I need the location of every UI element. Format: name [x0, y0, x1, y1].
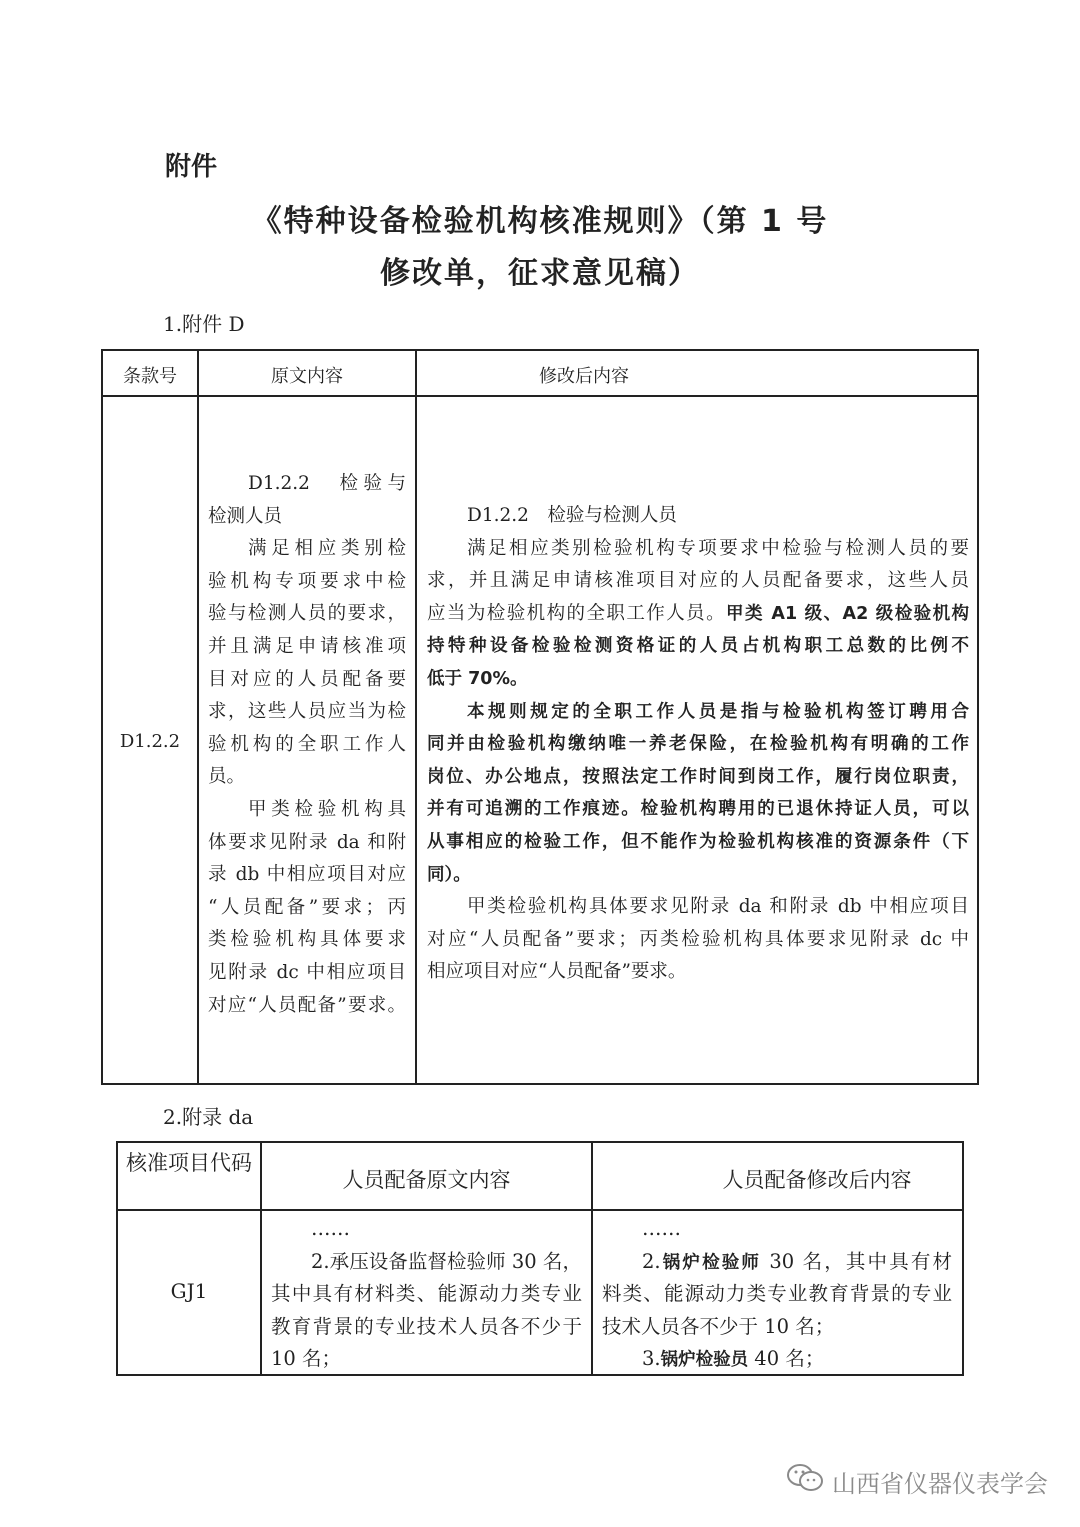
text-segment: 甲类检验机构具: [248, 798, 406, 820]
text-segment: 目对应的人员配备要: [208, 668, 406, 690]
text-segment: ……: [311, 1217, 350, 1240]
text-line: [208, 566, 406, 599]
text-line: [427, 859, 969, 892]
document-title-line-2: 修改单，征求意见稿）: [380, 256, 700, 291]
text-line: [271, 1310, 582, 1343]
text-segment: “人员配备”要求；丙: [208, 896, 406, 918]
text-segment: 甲类检验机构具体要求见附录 da 和附录 db 中相应项目: [467, 896, 969, 918]
text-segment: 录 db 中相应项目对应: [208, 864, 406, 886]
original-staffing-content: [271, 1212, 582, 1375]
item-code: GJ1: [170, 1279, 208, 1303]
bold-text: 锅炉检验师: [660, 1252, 762, 1273]
bold-text: 低于 70%。: [427, 668, 528, 689]
text-line: [427, 924, 969, 957]
text-line: [427, 696, 969, 729]
text-line: [602, 1245, 952, 1278]
text-line: [602, 1277, 952, 1310]
text-line: [208, 957, 406, 990]
text-line: [208, 729, 406, 762]
text-line: [208, 827, 406, 860]
text-line: [208, 990, 406, 1023]
text-segment: 相应项目对应“人员配备”要求。: [427, 961, 687, 983]
text-line: [427, 598, 969, 631]
text-segment: 对应“人员配备”要求。: [208, 994, 406, 1016]
text-line: [208, 859, 406, 892]
text-line: [427, 565, 969, 598]
text-segment: 教育背景的专业技术人员各不少于: [271, 1314, 582, 1338]
text-line: [208, 664, 406, 697]
text-line: [208, 892, 406, 925]
clause-number: D1.2.2: [119, 731, 181, 752]
text-segment: 员。: [208, 766, 246, 788]
text-segment: 满足相应类别检验机构专项要求中检验与检测人员的要: [467, 537, 969, 559]
section-1-label: 1.附件 D: [163, 312, 245, 336]
text-line: [602, 1342, 952, 1375]
text-line: [208, 598, 406, 631]
text-segment: 验机构的全职工作人: [208, 733, 406, 755]
text-segment: 10 名；: [271, 1347, 342, 1371]
revised-content: [427, 500, 969, 989]
text-line: [208, 533, 406, 566]
original-content: [208, 468, 406, 1022]
bold-text: 锅炉检验员: [660, 1350, 749, 1371]
bold-text: 从事相应的检验工作，但不能作为检验机构核准的资源条件（下: [427, 831, 969, 852]
text-segment: 其中具有材料类、能源动力类专业: [271, 1282, 582, 1306]
text-line: [427, 500, 969, 533]
text-line: [427, 956, 969, 989]
text-segment: 3.: [642, 1347, 661, 1371]
header-item-code: 核准项目代码: [126, 1151, 252, 1175]
text-segment: 并且满足申请核准项: [208, 635, 406, 657]
text-line: [602, 1310, 952, 1343]
text-line: [208, 468, 406, 501]
text-line: [427, 533, 969, 566]
text-line: [208, 761, 406, 794]
revised-staffing-content: [602, 1212, 952, 1375]
text-line: [427, 728, 969, 761]
document-title-line-1: 《特种设备检验机构核准规则》（第 1 号: [251, 204, 829, 239]
text-segment: 对应“人员配备”要求；丙类检验机构具体要求见附录 dc 中: [427, 928, 969, 950]
text-line: [208, 631, 406, 664]
section-2-label: 2.附录 da: [163, 1105, 254, 1129]
text-line: [208, 794, 406, 827]
bold-text: 持特种设备检验检测资格证的人员占机构职工总数的比例不: [427, 636, 969, 657]
header-revised: 修改后内容: [539, 366, 629, 387]
bold-text: 甲类 A1 级、A2 级检验机构: [726, 603, 969, 624]
text-line: [271, 1277, 582, 1310]
text-line: [602, 1212, 952, 1245]
bold-text: 同）。: [427, 864, 471, 885]
header-original: 原文内容: [271, 366, 343, 387]
bold-text: 并有可追溯的工作痕迹。检验机构聘用的已退休持证人员，可以: [427, 799, 969, 820]
attachment-heading: 附件: [165, 152, 218, 182]
text-line: [427, 663, 969, 696]
text-segment: 料类、能源动力类专业教育背景的专业: [602, 1282, 952, 1306]
text-line: [427, 826, 969, 859]
text-segment: 求，这些人员应当为检: [208, 701, 406, 723]
text-line: [427, 761, 969, 794]
text-segment: 检测人员: [208, 505, 283, 527]
text-segment: 应当为检验机构的全职工作人员。: [427, 602, 727, 624]
text-segment: 见附录 dc 中相应项目: [208, 961, 406, 983]
text-line: [271, 1212, 582, 1245]
text-segment: 求，并且满足申请核准项目对应的人员配备要求，这些人员: [427, 570, 969, 592]
text-segment: 验机构专项要求中检: [208, 570, 406, 592]
watermark: [786, 1462, 1048, 1500]
wechat-icon: [786, 1462, 824, 1500]
text-segment: 2.: [642, 1249, 661, 1273]
text-line: [271, 1342, 582, 1375]
bold-text: 同并由检验机构缴纳唯一养老保险，在检验机构有明确的工作: [427, 734, 969, 755]
text-line: [271, 1245, 582, 1278]
bold-text: 岗位、办公地点，按照法定工作时间到岗工作，履行岗位职责，: [427, 766, 969, 787]
text-segment: 2.承压设备监督检验师 30 名，: [311, 1249, 582, 1273]
text-segment: 技术人员各不少于 10 名；: [602, 1314, 835, 1338]
text-segment: 30 名，其中具有材: [761, 1249, 952, 1273]
text-line: [208, 924, 406, 957]
text-segment: ……: [642, 1217, 681, 1240]
text-segment: D1.2.2 检验与检测人员: [467, 505, 677, 526]
text-segment: 体要求见附录 da 和附: [208, 831, 406, 853]
header-clause-no: 条款号: [123, 366, 177, 387]
text-line: [427, 793, 969, 826]
header-revised-staffing: 人员配备修改后内容: [722, 1168, 912, 1192]
text-line: [427, 630, 969, 663]
text-segment: 40 名；: [748, 1347, 825, 1371]
text-segment: 验与检测人员的要求，: [208, 603, 406, 625]
text-line: [208, 501, 406, 534]
text-line: [208, 696, 406, 729]
text-line: [427, 891, 969, 924]
text-segment: 类检验机构具体要求: [208, 929, 406, 951]
watermark-text: 山西省仪器仪表学会: [832, 1469, 1048, 1498]
bold-text: 本规则规定的全职工作人员是指与检验机构签订聘用合: [467, 701, 969, 722]
text-segment: 满足相应类别检: [248, 538, 406, 560]
header-original-staffing: 人员配备原文内容: [342, 1168, 511, 1192]
text-segment: D1.2.2 检验与: [248, 473, 406, 494]
